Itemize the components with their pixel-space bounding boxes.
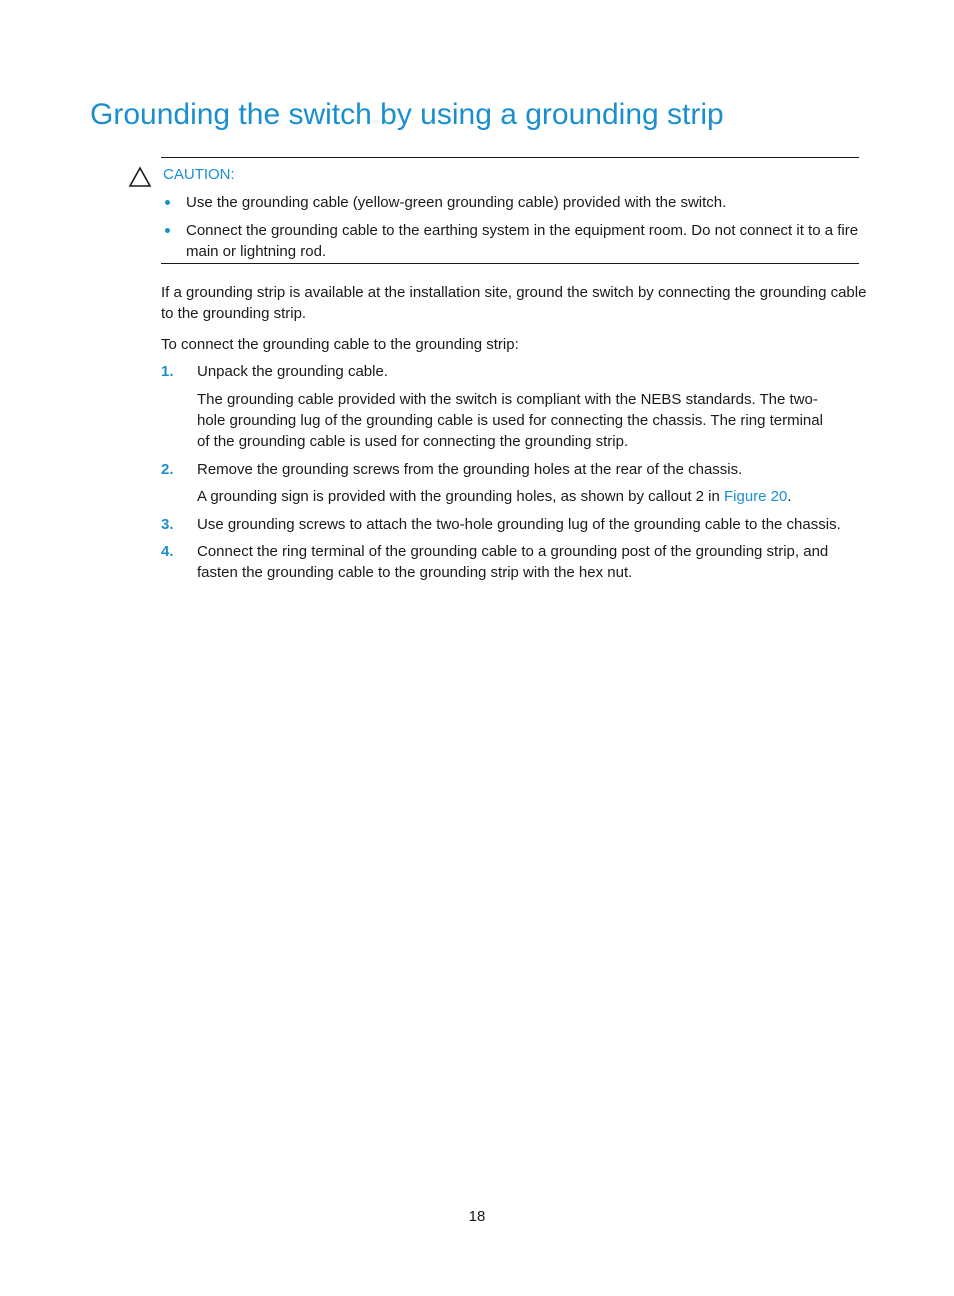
step-text: Remove the grounding screws from the grounding holes at the rear of the chassis. [197,461,743,478]
caution-item: Use the grounding cable (yellow-green grounding cable) provided with the switch. [186,194,727,211]
step-number: 2. [161,461,174,478]
caution-label: CAUTION: [163,166,235,183]
step-note-text: A grounding sign is provided with the grounding holes, as shown by callout 2 in [197,488,724,505]
step-text: Connect the ring terminal of the grounding cable to a grounding post of the grounding strip, and fasten the grounding cable to the grounding strip with the hex nut. [197,543,829,581]
step-note [197,486,867,507]
figure-20-link[interactable]: Figure 20 [724,488,788,505]
step-note-suffix: . [787,488,792,505]
page-number: 18 [468,1208,486,1225]
step-note: The grounding cable provided with the switch is compliant with the NEBS standards. The two-hole grounding lug of the grounding cable is used for connecting the chassis. The ring terminal of the grounding cable is used for connecting the grounding strip. [197,391,823,450]
step-text: Use grounding screws to attach the two-hole grounding lug of the grounding cable to the chassis. [197,516,841,533]
warning-triangle-icon [128,166,152,188]
step-number: 1. [161,363,174,380]
step-number: 4. [161,543,174,560]
step-number: 3. [161,516,174,533]
procedure-intro: To connect the grounding cable to the grounding strip: [161,336,519,353]
page-title: Grounding the switch by using a grounding strip [90,98,724,131]
bullet-dot [165,200,170,205]
step-text: Unpack the grounding cable. [197,363,388,380]
bullet-dot [165,228,170,233]
intro-paragraph: If a grounding strip is available at the installation site, ground the switch by connecting the grounding cable to the grounding strip. [161,284,867,322]
caution-item: Connect the grounding cable to the earthing system in the equipment room. Do not connect it to a fire main or lightning rod. [186,222,859,260]
